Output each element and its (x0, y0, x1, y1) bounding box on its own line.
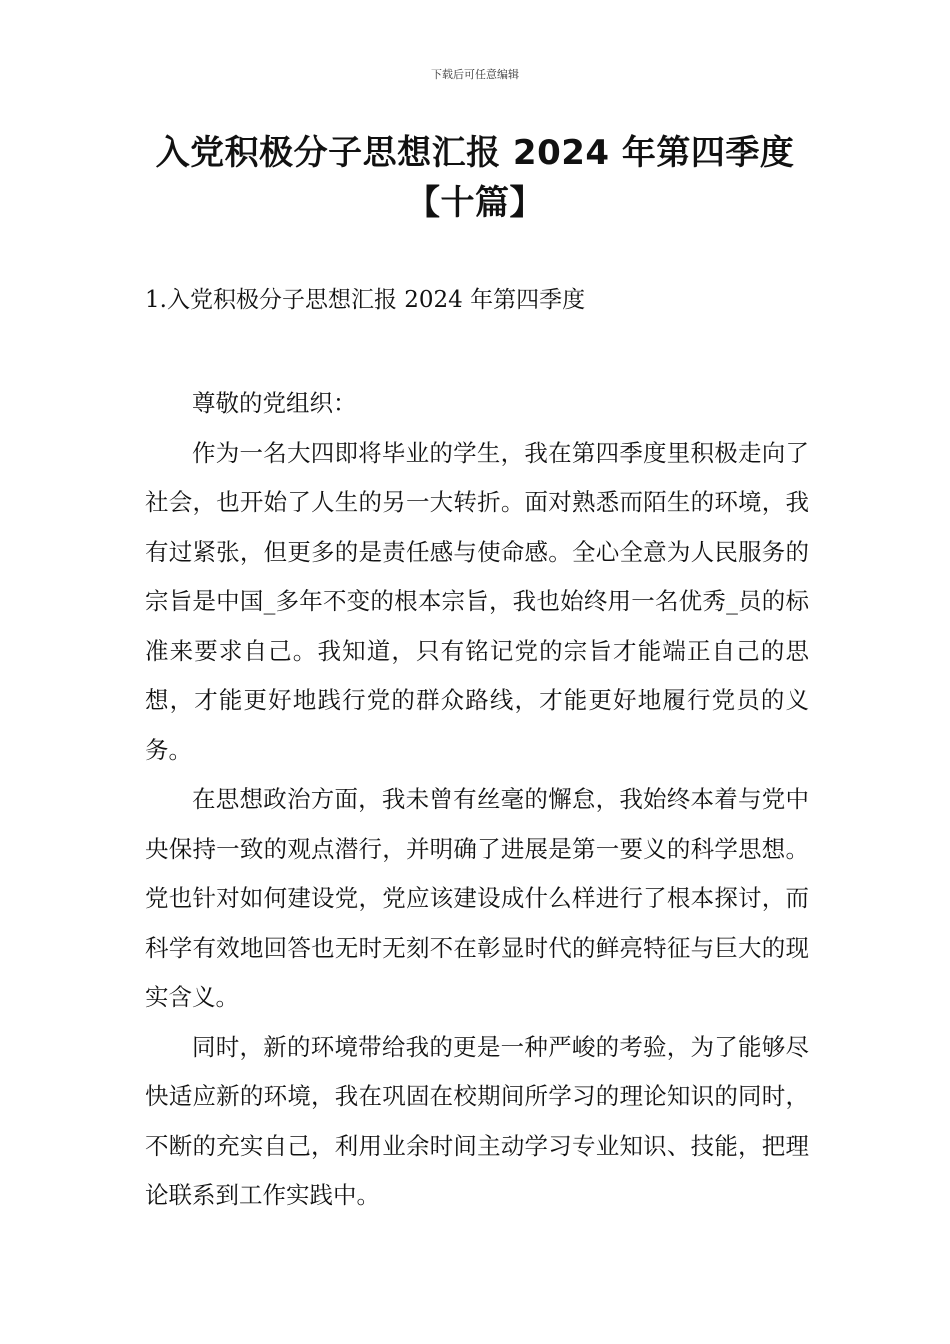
title-line-1: 入党积极分子思想汇报 2024 年第四季度 (155, 133, 795, 173)
body-text (145, 379, 809, 1221)
header-note: 下载后可任意编辑 (431, 68, 519, 81)
paragraph-3: 同时，新的环境带给我的更是一种严峻的考验，为了能够尽快适应新的环境，我在巩固在校期间所学习的理论知识的同时，不断的充实自己，利用业余时间主动学习专业知识、技能，把理论联系到工作实践中。 (145, 1032, 809, 1209)
title-line-2: 【十篇】 (406, 183, 544, 223)
paragraph-1: 作为一名大四即将毕业的学生，我在第四季度里积极走向了社会，也开始了人生的另一大转折。面对熟悉而陌生的环境，我有过紧张，但更多的是责任感与使命感。全心全意为人民服务的宗旨是中国_多年不变的根本宗旨，我也始终用一名优秀_员的标准来要求自己。我知道，只有铭记党的宗旨才能端正自己的思想，才能更好地践行党的群众路线，才能更好地履行党员的义务。 (145, 438, 809, 764)
section-heading: 1.入党积极分子思想汇报 2024 年第四季度 (145, 287, 586, 313)
paragraph-2: 在思想政治方面，我未曾有丝毫的懈怠，我始终本着与党中央保持一致的观点潜行，并明确了进展是第一要义的科学思想。党也针对如何建设党，党应该建设成什么样进行了根本探讨，而科学有效地回答也无时无刻不在彰显时代的鲜亮特征与巨大的现实含义。 (145, 785, 809, 1011)
document-title (60, 128, 890, 228)
salutation: 尊敬的党组织： (192, 389, 357, 417)
